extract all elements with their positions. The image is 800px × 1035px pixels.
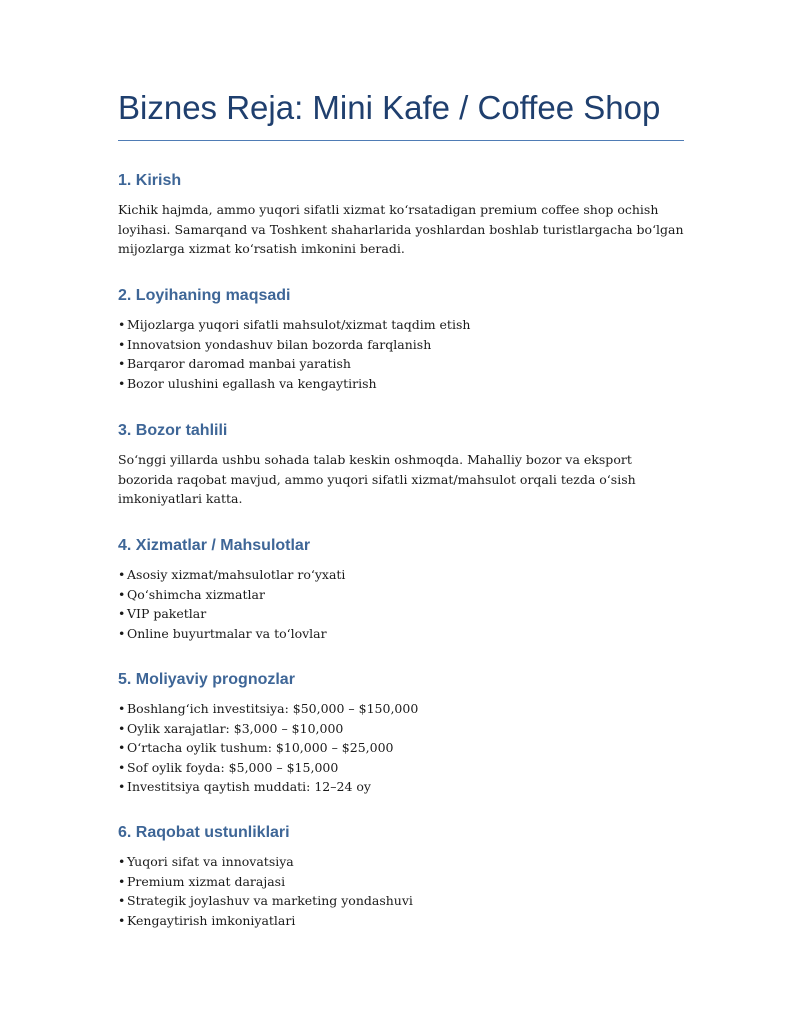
bullet-icon: • — [118, 317, 126, 332]
list-item-text: Strategik joylashuv va marketing yondashuvi — [127, 893, 413, 908]
list-item — [118, 565, 684, 585]
list-item-text: Bozor ulushini egallash va kengaytirish — [127, 375, 377, 391]
bullet-icon: • — [118, 586, 126, 602]
bullet-icon: • — [118, 740, 126, 755]
list-item — [118, 604, 684, 624]
section-loyihaning-maqsadi — [118, 285, 684, 393]
list-item — [118, 777, 684, 797]
list-item-text: Premium xizmat darajasi — [127, 873, 286, 889]
list-item-text: Innovatsion yondashuv bilan bozorda farqlanish — [127, 336, 432, 352]
section-xizmatlar-mahsulotlar — [118, 535, 684, 643]
bullet-icon: • — [118, 356, 126, 371]
section-heading: 3. Bozor tahlili — [118, 422, 228, 439]
list-item-text: Yuqori sifat va innovatsiya — [127, 854, 294, 869]
bullet-icon: • — [118, 873, 126, 889]
list-item-text: Mijozlarga yuqori sifatli mahsulot/xizmat taqdim etish — [127, 317, 471, 332]
list-item-text: Asosiy xizmat/mahsulotlar ro‘yxati — [127, 567, 346, 582]
section-paragraph: So‘nggi yillarda ushbu sohada talab keskin oshmoqda. Mahalliy bozor va eksport bozorida raqobat mavjud, ammo yuqori sifatli xizmat/mahsulot orqali tezda o‘sish imkoniyatlari katta. — [118, 452, 636, 506]
list-item — [118, 758, 684, 778]
section-heading: 2. Loyihaning maqsadi — [118, 287, 291, 304]
bullet-icon: • — [118, 336, 126, 352]
list-item — [118, 719, 684, 739]
list-item-text: Investitsiya qaytish muddati: 12–24 oy — [127, 779, 371, 794]
bullet-icon: • — [118, 854, 126, 869]
list-item — [118, 624, 684, 644]
bullet-icon: • — [118, 375, 126, 391]
section-bozor-tahlili — [118, 420, 684, 509]
bullet-list — [118, 699, 684, 797]
bullet-list — [118, 315, 684, 393]
list-item — [118, 852, 684, 872]
section-heading: 5. Moliyaviy prognozlar — [118, 671, 295, 688]
list-item-text: Oylik xarajatlar: $3,000 – $10,000 — [127, 720, 344, 736]
list-item-text: Online buyurtmalar va to‘lovlar — [127, 625, 327, 641]
list-item — [118, 699, 684, 719]
section-kirish — [118, 170, 684, 259]
list-item-text: Boshlang‘ich investitsiya: $50,000 – $150,000 — [127, 701, 419, 716]
bullet-icon: • — [118, 779, 126, 794]
bullet-icon: • — [118, 625, 126, 641]
bullet-icon: • — [118, 701, 126, 716]
list-item — [118, 315, 684, 335]
section-moliyaviy-prognozlar — [118, 669, 684, 797]
bullet-list — [118, 565, 684, 643]
title-divider — [118, 140, 684, 141]
section-heading: 4. Xizmatlar / Mahsulotlar — [118, 537, 311, 554]
bullet-icon: • — [118, 567, 126, 582]
list-item-text: Kengaytirish imkoniyatlari — [127, 912, 296, 928]
list-item — [118, 872, 684, 892]
section-heading: 1. Kirish — [118, 172, 182, 189]
list-item-text: VIP paketlar — [127, 606, 207, 621]
list-item-text: Barqaror daromad manbai yaratish — [127, 356, 351, 371]
list-item — [118, 585, 684, 605]
list-item-text: O‘rtacha oylik tushum: $10,000 – $25,000 — [127, 740, 394, 755]
section-raqobat-ustunliklari — [118, 822, 684, 930]
bullet-icon: • — [118, 606, 126, 621]
bullet-icon: • — [118, 720, 126, 736]
list-item — [118, 354, 684, 374]
section-paragraph: Kichik hajmda, ammo yuqori sifatli xizmat ko‘rsatadigan premium coffee shop ochish loyihasi. Samarqand va Toshkent shaharlarida yoshlardan boshlab turistlargacha bo‘lgan mijozlarga xizmat ko‘rsatish imkonini beradi. — [118, 202, 684, 256]
list-item — [118, 738, 684, 758]
document-title: Biznes Reja: Mini Kafe / Coffee Shop — [118, 89, 661, 126]
bullet-list — [118, 852, 684, 930]
bullet-icon: • — [118, 759, 126, 775]
list-item — [118, 891, 684, 911]
list-item — [118, 335, 684, 355]
bullet-icon: • — [118, 893, 126, 908]
section-heading: 6. Raqobat ustunliklari — [118, 824, 290, 841]
list-item-text: Sof oylik foyda: $5,000 – $15,000 — [127, 759, 339, 775]
list-item — [118, 911, 684, 931]
bullet-icon: • — [118, 912, 126, 928]
list-item-text: Qo‘shimcha xizmatlar — [127, 586, 265, 602]
list-item — [118, 374, 684, 394]
